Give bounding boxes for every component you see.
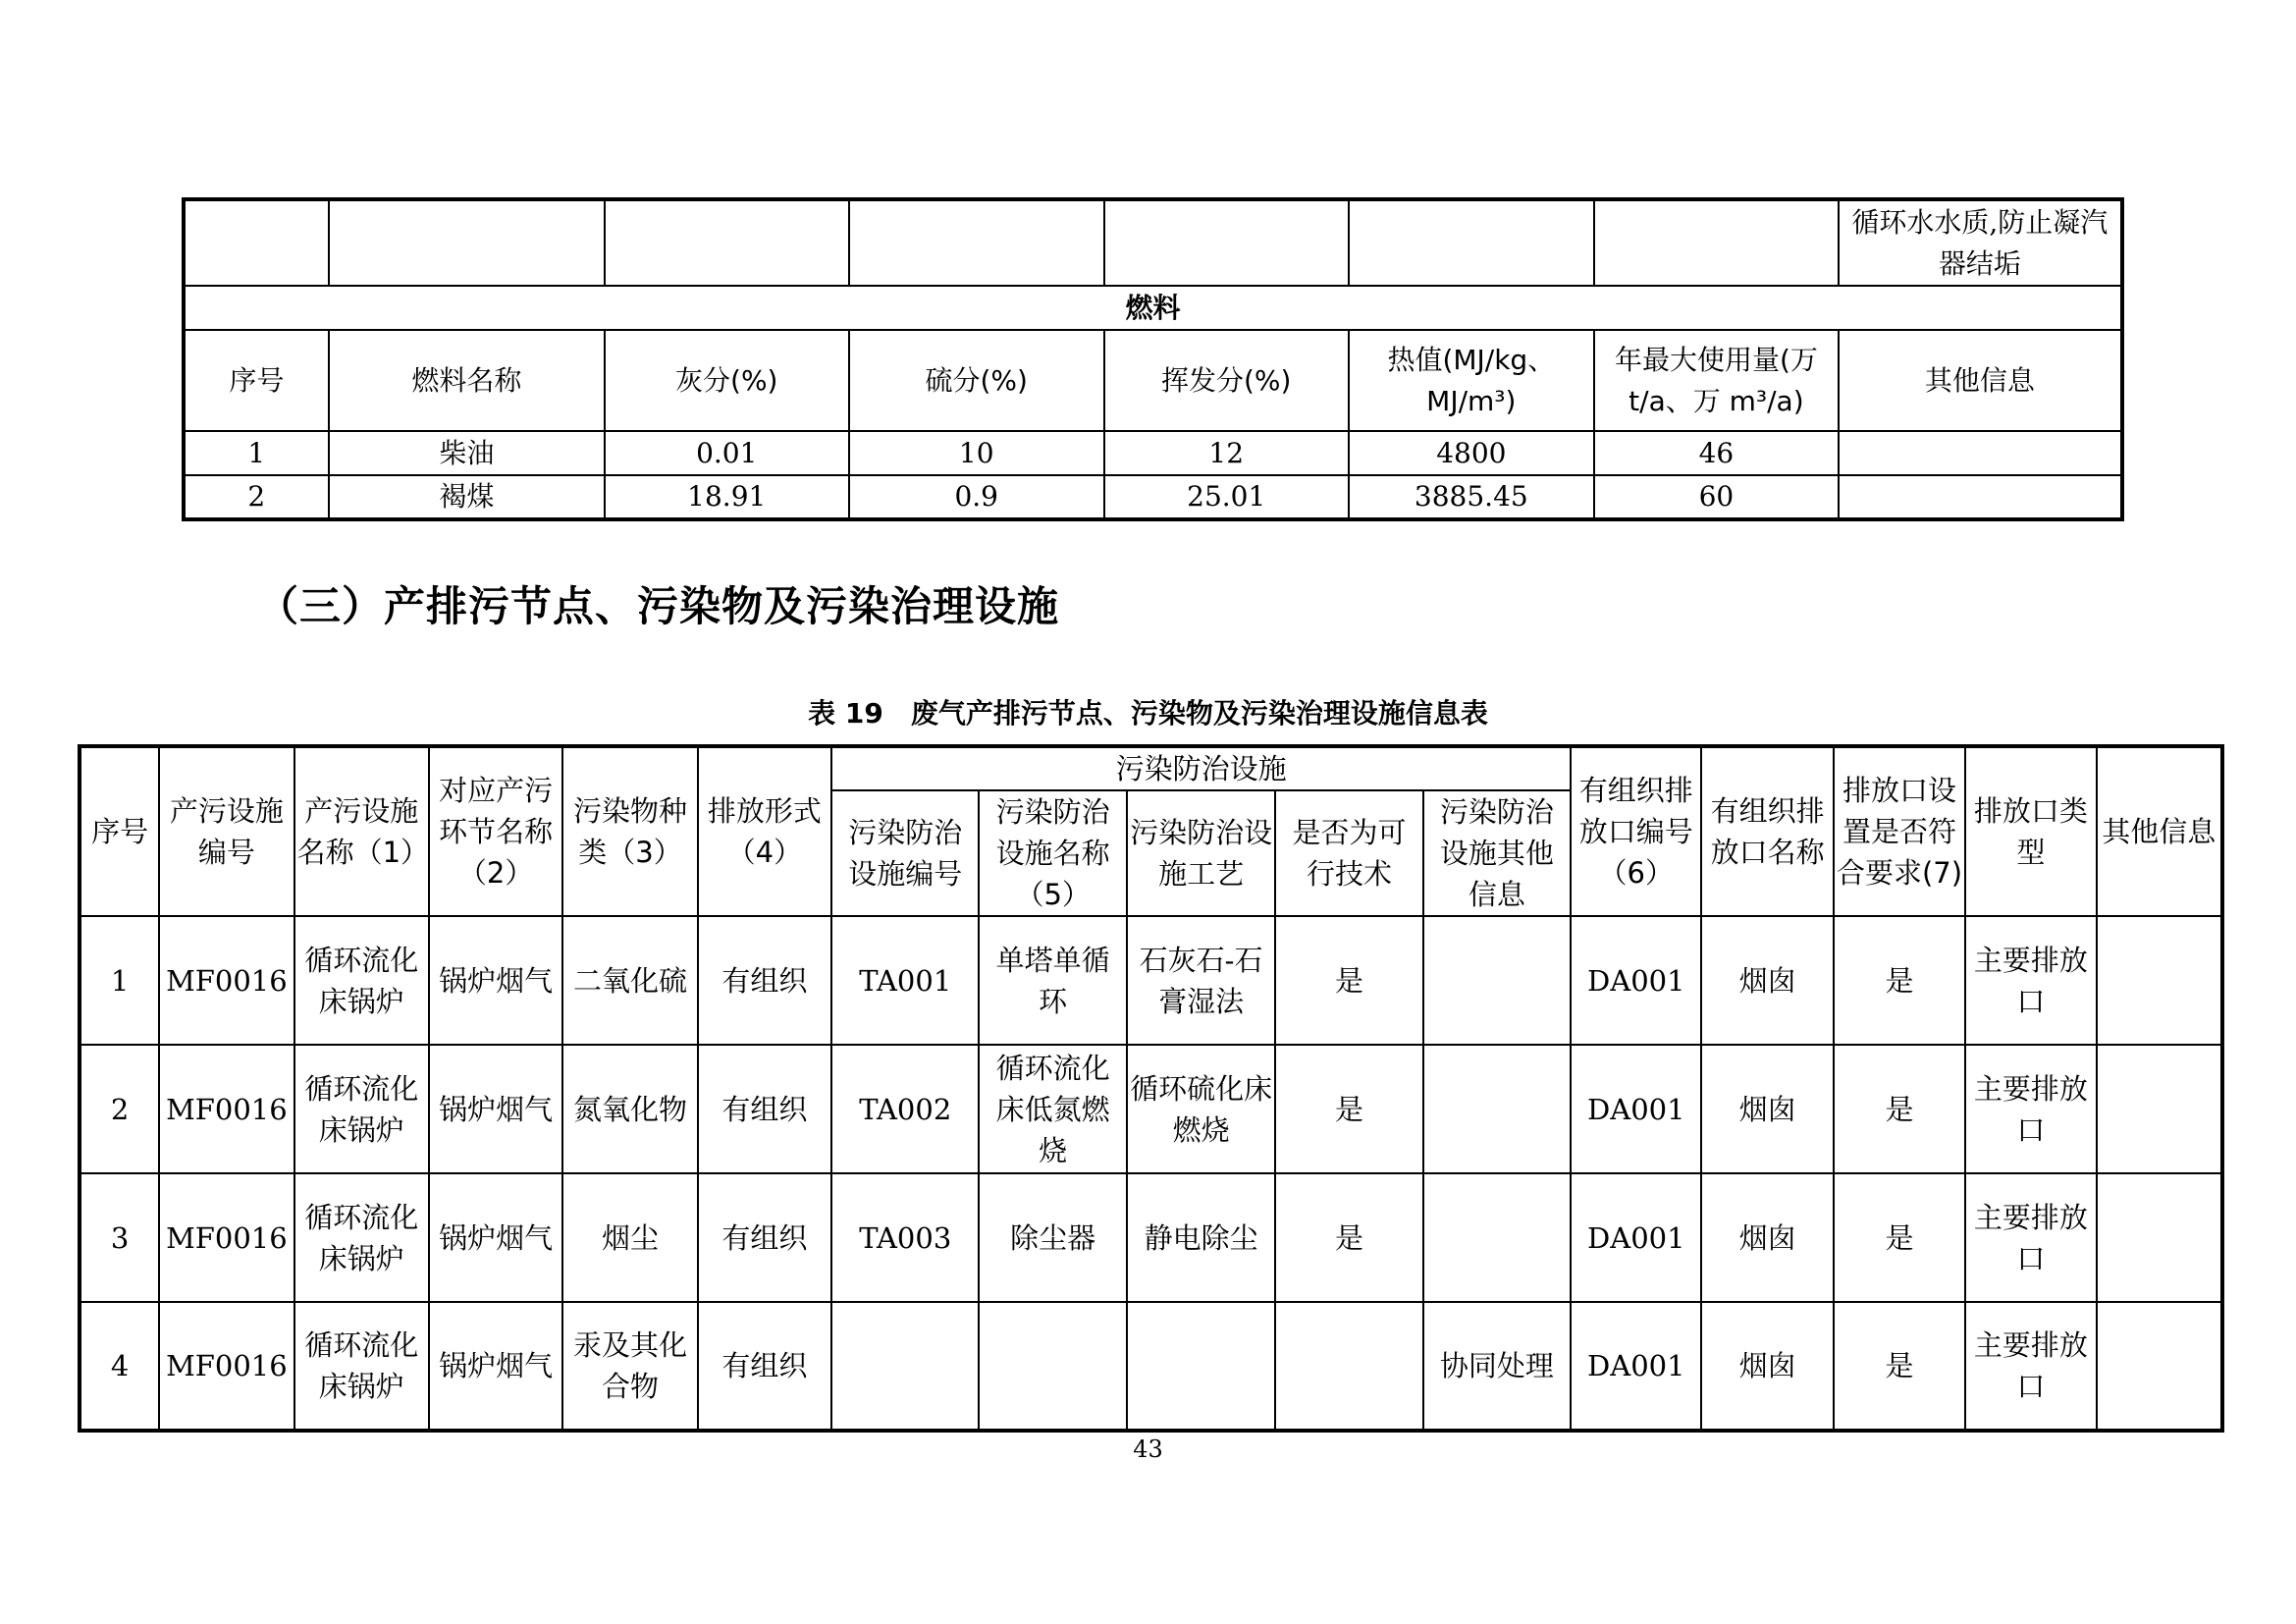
cell-outlet-type: 主要排放口 (1965, 1173, 2096, 1302)
header-process-name: 对应产污环节名称（2） (429, 746, 562, 916)
header-cell: 硫分(%) (849, 330, 1104, 431)
section-heading: （三）产排污节点、污染物及污染治理设施 (257, 582, 1060, 630)
cell-outlet-name: 烟囱 (1701, 1302, 1833, 1431)
header-control-group: 污染防治设施 (831, 746, 1571, 790)
cell-control-code: TA003 (831, 1173, 979, 1302)
cell-seq: 1 (80, 916, 159, 1045)
cell-seq: 3 (80, 1173, 159, 1302)
table-row (80, 1173, 2222, 1302)
cell-facility-name: 循环流化床锅炉 (294, 1173, 429, 1302)
cell: 褐煤 (329, 475, 605, 519)
cell-process-name: 锅炉烟气 (429, 1173, 562, 1302)
cell: 60 (1594, 475, 1839, 519)
cell-process-name: 锅炉烟气 (429, 916, 562, 1045)
cell-outlet-code: DA001 (1571, 916, 1701, 1045)
cell (329, 199, 605, 286)
cell-facility-code: MF0016 (159, 1173, 294, 1302)
page-number: 43 (1133, 1435, 1163, 1463)
cell-other (2097, 1045, 2222, 1173)
cell-feasible: 是 (1275, 916, 1422, 1045)
cell-outlet-compliant: 是 (1834, 1173, 1965, 1302)
cell-seq: 2 (80, 1045, 159, 1173)
cell-pollutant: 二氧化硫 (562, 916, 697, 1045)
cell-control-name: 单塔单循环 (979, 916, 1126, 1045)
cell (849, 199, 1104, 286)
cell-other (2097, 1302, 2222, 1431)
cell: 1 (184, 431, 329, 475)
section-label: 燃料 (184, 286, 2122, 330)
cell: 46 (1594, 431, 1839, 475)
header-facility-code: 产污设施编号 (159, 746, 294, 916)
header-facility-name: 产污设施名称（1） (294, 746, 429, 916)
cell-outlet-type: 主要排放口 (1965, 1045, 2096, 1173)
cell-control-other (1423, 1045, 1571, 1173)
cell-process-name: 锅炉烟气 (429, 1045, 562, 1173)
cell-outlet-code: DA001 (1571, 1302, 1701, 1431)
cell: 18.91 (605, 475, 849, 519)
cell-feasible: 是 (1275, 1173, 1422, 1302)
cell-outlet-code: DA001 (1571, 1173, 1701, 1302)
cell: 4800 (1349, 431, 1595, 475)
header-outlet-name: 有组织排放口名称 (1701, 746, 1833, 916)
header-seq: 序号 (80, 746, 159, 916)
cell-facility-code: MF0016 (159, 1302, 294, 1431)
cell-control-process: 静电除尘 (1127, 1173, 1275, 1302)
cell-outlet-code: DA001 (1571, 1045, 1701, 1173)
header-feasible: 是否为可行技术 (1275, 790, 1422, 916)
fuel-table (182, 197, 2124, 521)
header-other: 其他信息 (2097, 746, 2222, 916)
table-row (184, 475, 2122, 519)
header-pollutant: 污染物种类（3） (562, 746, 697, 916)
cell-other (2097, 916, 2222, 1045)
cell-emission-form: 有组织 (698, 1302, 831, 1431)
cell-control-other (1423, 1173, 1571, 1302)
cell (1594, 199, 1839, 286)
cell (184, 199, 329, 286)
header-cell: 序号 (184, 330, 329, 431)
cell: 25.01 (1104, 475, 1349, 519)
cell: 0.9 (849, 475, 1104, 519)
cell-outlet-type: 主要排放口 (1965, 916, 2096, 1045)
header-cell: 其他信息 (1839, 330, 2122, 431)
cell-pollutant: 汞及其化合物 (562, 1302, 697, 1431)
cell-outlet-name: 烟囱 (1701, 916, 1833, 1045)
table-row (80, 916, 2222, 1045)
cell-control-other (1423, 916, 1571, 1045)
cell-seq: 4 (80, 1302, 159, 1431)
cell (605, 199, 849, 286)
cell: 12 (1104, 431, 1349, 475)
table-row (80, 1302, 2222, 1431)
cell-control-name (979, 1302, 1126, 1431)
cell-outlet-compliant: 是 (1834, 1302, 1965, 1431)
top-note-cell: 循环水水质,防止凝汽器结垢 (1839, 199, 2122, 286)
cell-outlet-compliant: 是 (1834, 1045, 1965, 1173)
cell: 0.01 (605, 431, 849, 475)
cell-control-process (1127, 1302, 1275, 1431)
cell-outlet-type: 主要排放口 (1965, 1302, 2096, 1431)
header-outlet-compliant: 排放口设置是否符合要求(7) (1834, 746, 1965, 916)
cell-outlet-name: 烟囱 (1701, 1173, 1833, 1302)
fuel-header-row (184, 330, 2122, 431)
cell (1839, 431, 2122, 475)
cell-emission-form: 有组织 (698, 1045, 831, 1173)
cell-other (2097, 1173, 2222, 1302)
cell-control-code (831, 1302, 979, 1431)
header-control-code: 污染防治设施编号 (831, 790, 979, 916)
emissions-table (78, 744, 2224, 1433)
header-control-process: 污染防治设施工艺 (1127, 790, 1275, 916)
header-row-1 (80, 746, 2222, 790)
cell-facility-code: MF0016 (159, 1045, 294, 1173)
cell-control-other: 协同处理 (1423, 1302, 1571, 1431)
header-outlet-code: 有组织排放口编号（6） (1571, 746, 1701, 916)
cell-feasible: 是 (1275, 1045, 1422, 1173)
header-cell: 年最大使用量(万t/a、万 m³/a) (1594, 330, 1839, 431)
cell-control-process: 循环硫化床燃烧 (1127, 1045, 1275, 1173)
cell (1349, 199, 1595, 286)
header-cell: 挥发分(%) (1104, 330, 1349, 431)
cell-facility-name: 循环流化床锅炉 (294, 1045, 429, 1173)
cell: 柴油 (329, 431, 605, 475)
cell-pollutant: 烟尘 (562, 1173, 697, 1302)
cell-pollutant: 氮氧化物 (562, 1045, 697, 1173)
cell (1839, 475, 2122, 519)
table-caption: 表 19 废气产排污节点、污染物及污染治理设施信息表 (808, 697, 1488, 730)
header-outlet-type: 排放口类型 (1965, 746, 2096, 916)
table-row (80, 1045, 2222, 1173)
header-cell: 燃料名称 (329, 330, 605, 431)
cell-control-code: TA001 (831, 916, 979, 1045)
cell-facility-name: 循环流化床锅炉 (294, 1302, 429, 1431)
cell-outlet-name: 烟囱 (1701, 1045, 1833, 1173)
cell (1104, 199, 1349, 286)
cell-facility-code: MF0016 (159, 916, 294, 1045)
section-row (184, 286, 2122, 330)
table-row (184, 431, 2122, 475)
header-emission-form: 排放形式（4） (698, 746, 831, 916)
cell-emission-form: 有组织 (698, 916, 831, 1045)
header-cell: 热值(MJ/kg、MJ/m³) (1349, 330, 1595, 431)
cell: 3885.45 (1349, 475, 1595, 519)
header-cell: 灰分(%) (605, 330, 849, 431)
header-control-other: 污染防治设施其他信息 (1423, 790, 1571, 916)
cell-control-name: 循环流化床低氮燃烧 (979, 1045, 1126, 1173)
cell-facility-name: 循环流化床锅炉 (294, 916, 429, 1045)
cell-outlet-compliant: 是 (1834, 916, 1965, 1045)
cell-control-process: 石灰石-石膏湿法 (1127, 916, 1275, 1045)
header-control-name: 污染防治设施名称（5） (979, 790, 1126, 916)
cell-process-name: 锅炉烟气 (429, 1302, 562, 1431)
cell: 2 (184, 475, 329, 519)
cell-control-name: 除尘器 (979, 1173, 1126, 1302)
cell-feasible (1275, 1302, 1422, 1431)
cell: 10 (849, 431, 1104, 475)
cell-control-code: TA002 (831, 1045, 979, 1173)
cell-emission-form: 有组织 (698, 1173, 831, 1302)
continuation-row (184, 199, 2122, 286)
